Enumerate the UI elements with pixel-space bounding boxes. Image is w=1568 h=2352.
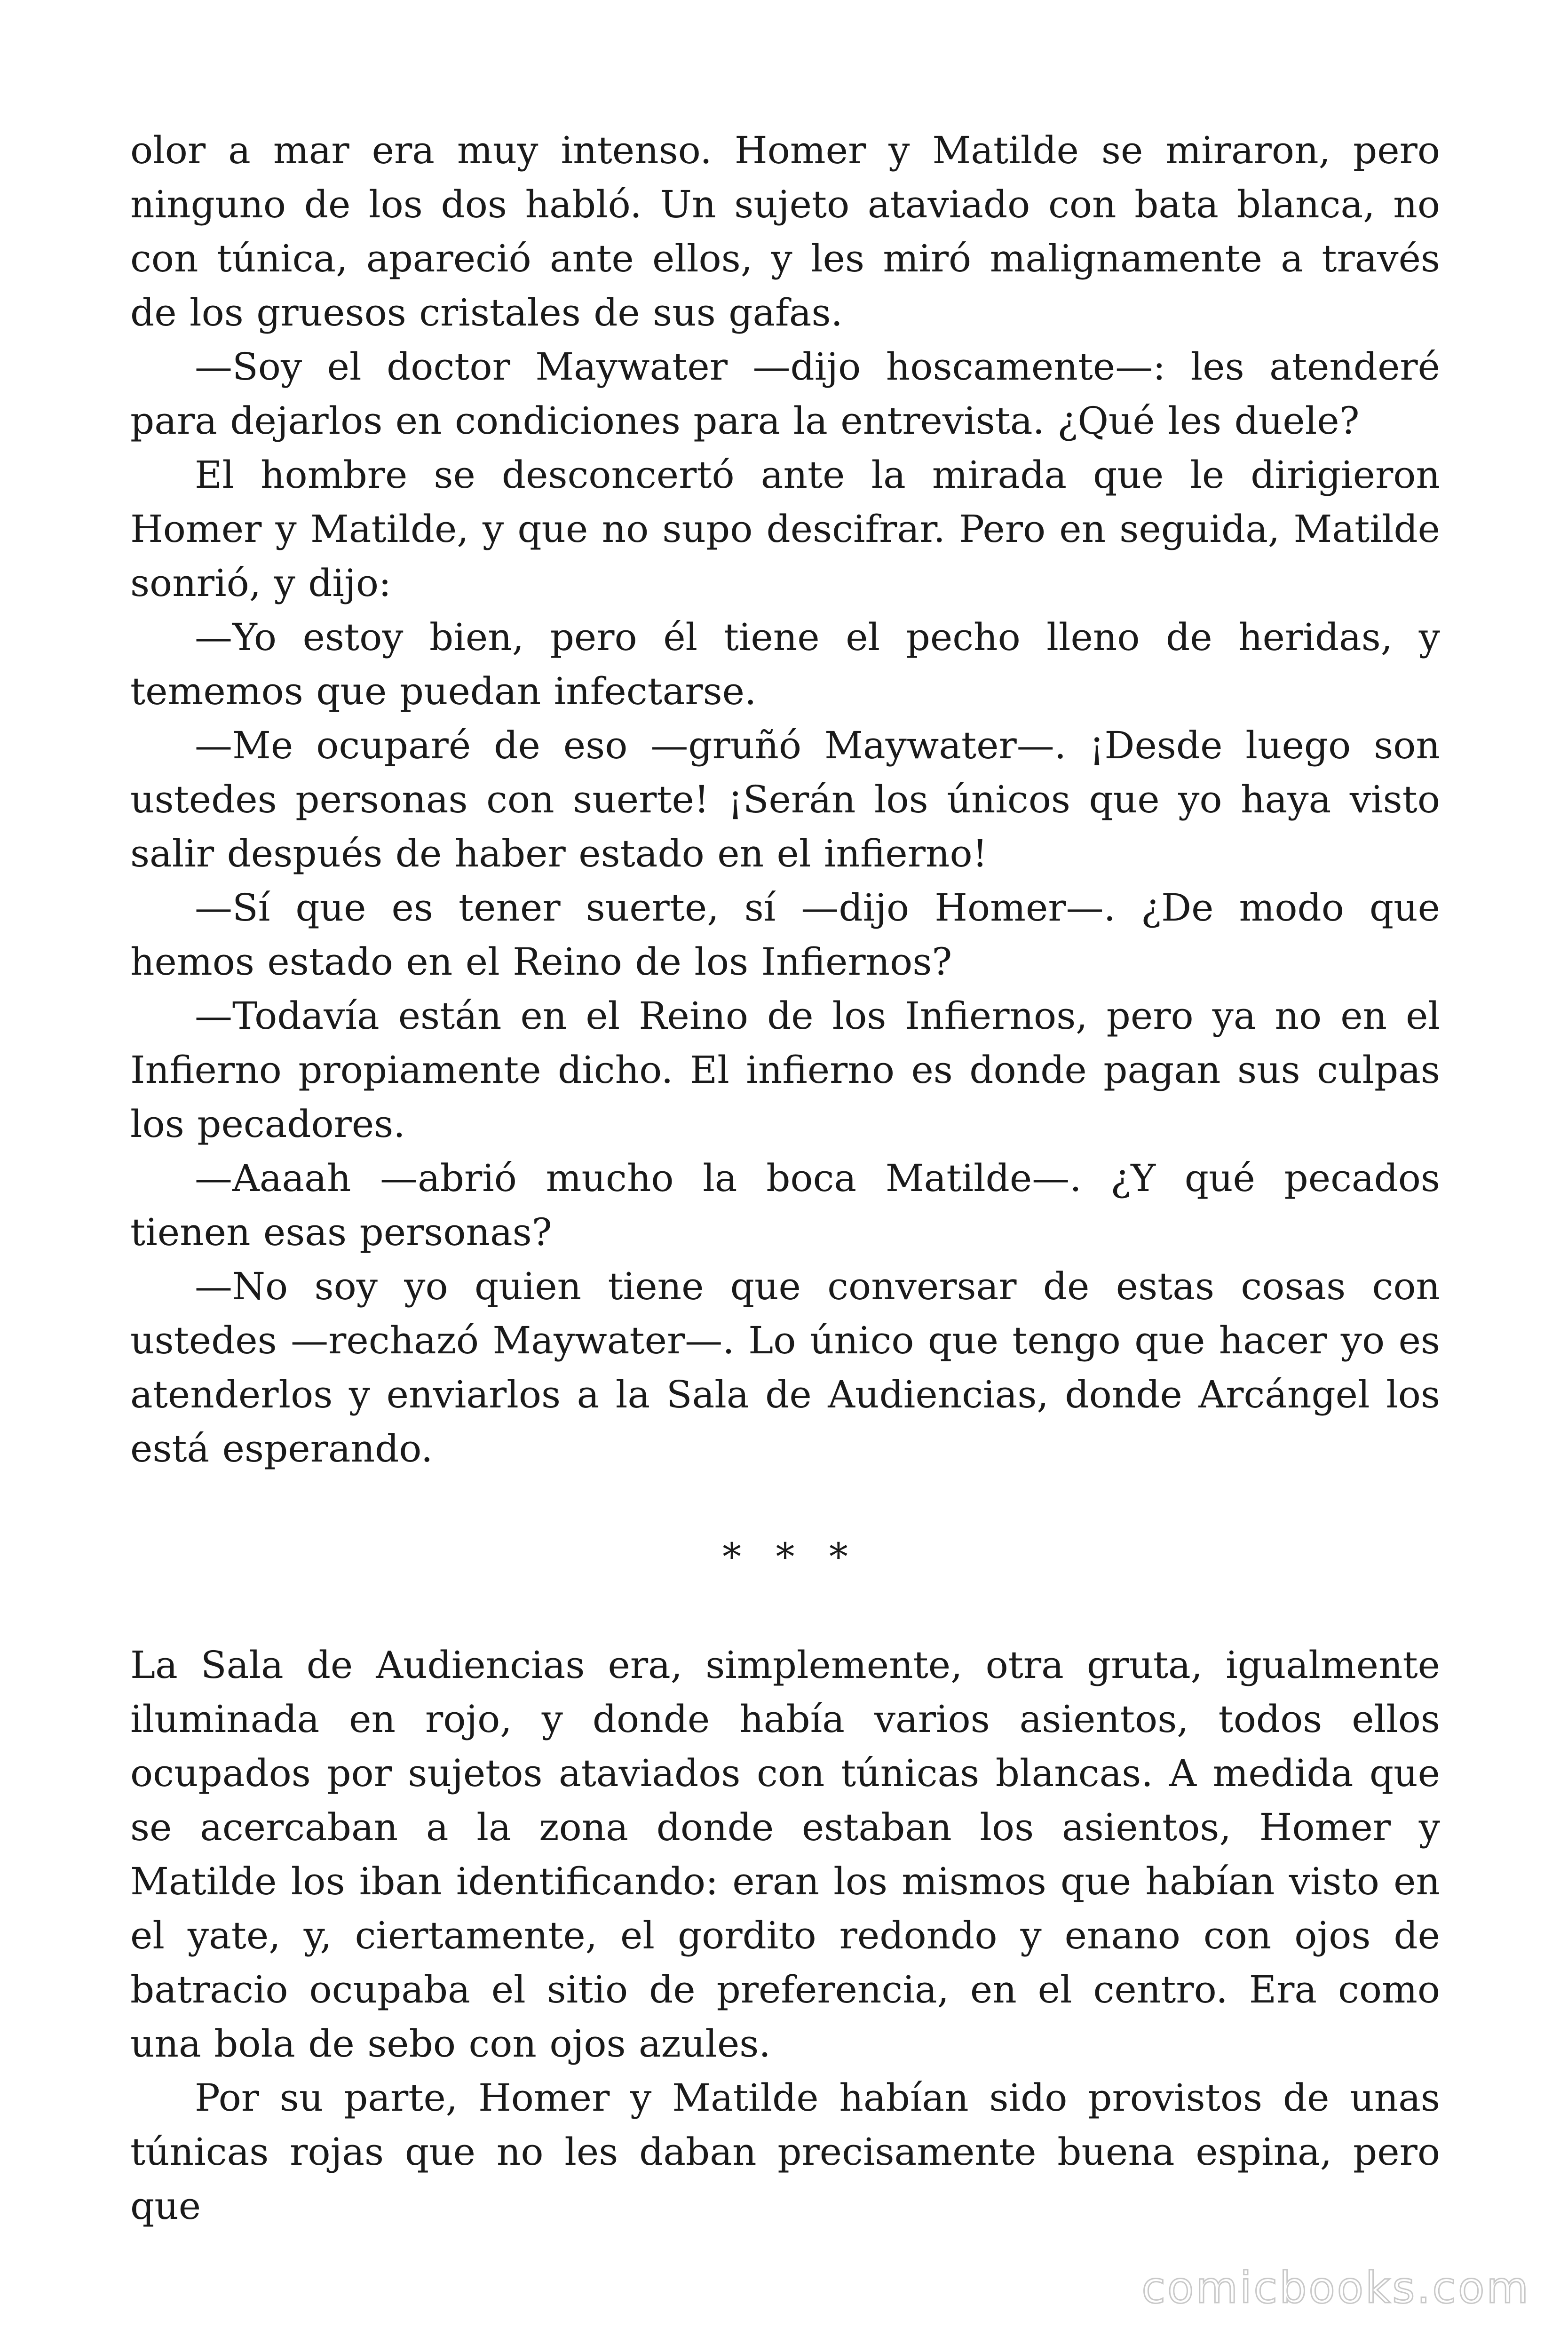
paragraph: —No soy yo quien tiene que conversar de estas cosas con ustedes —rechazó Maywater—. Lo único que tengo que hacer yo es atenderlos y enviarlos a la Sala de Audiencias, donde Arcángel los está esperando. [130, 1264, 1440, 1470]
paragraph: olor a mar era muy intenso. Homer y Matilde se miraron, pero ninguno de los dos habló. Un sujeto ataviado con bata blanca, no con túnica, apareció ante ellos, y les miró malignamente a través de los gruesos cristales de sus gafas. [130, 128, 1440, 334]
paragraph: —Yo estoy bien, pero él tiene el pecho lleno de heridas, y tememos que puedan infectarse. [130, 615, 1440, 713]
paragraph: Por su parte, Homer y Matilde habían sido provistos de unas túnicas rojas que no les daban precisamente buena espina, pero que [130, 2076, 1440, 2228]
paragraph: —Me ocuparé de eso —gruñó Maywater—. ¡Desde luego son ustedes personas con suerte! ¡Serán los únicos que yo haya visto salir después de haber estado en el infierno! [130, 723, 1440, 875]
page-body [130, 123, 1440, 2233]
paragraph: La Sala de Audiencias era, simplemente, otra gruta, igualmente iluminada en rojo, y donde había varios asientos, todos ellos ocupados por sujetos ataviados con túnicas blancas. A medida que se acercaban a la zona donde estaban los asientos, Homer y Matilde los iban identificando: eran los mismos que habían visto en el yate, y, ciertamente, el gordito redondo y enano con ojos de batracio ocupaba el sitio de preferencia, en el centro. Era como una bola de sebo con ojos azules. [130, 1643, 1440, 2066]
paragraph: —Soy el doctor Maywater —dijo hoscamente—: les atenderé para dejarlos en condiciones para la entrevista. ¿Qué les duele? [130, 345, 1440, 443]
scene-break-separator: * * * [722, 1535, 859, 1579]
paragraph: —Aaaah —abrió mucho la boca Matilde—. ¿Y qué pecados tienen esas personas? [130, 1156, 1440, 1254]
watermark-logo: comicbooks.com [1141, 2263, 1530, 2313]
paragraph: —Sí que es tener suerte, sí —dijo Homer—. ¿De modo que hemos estado en el Reino de los Infiernos? [130, 886, 1440, 984]
paragraph: —Todavía están en el Reino de los Infiernos, pero ya no en el Infierno propiamente dicho. El infierno es donde pagan sus culpas los pecadores. [130, 994, 1440, 1146]
paragraph: El hombre se desconcertó ante la mirada que le dirigieron Homer y Matilde, y que no supo descifrar. Pero en seguida, Matilde sonrió, y dijo: [130, 453, 1440, 605]
